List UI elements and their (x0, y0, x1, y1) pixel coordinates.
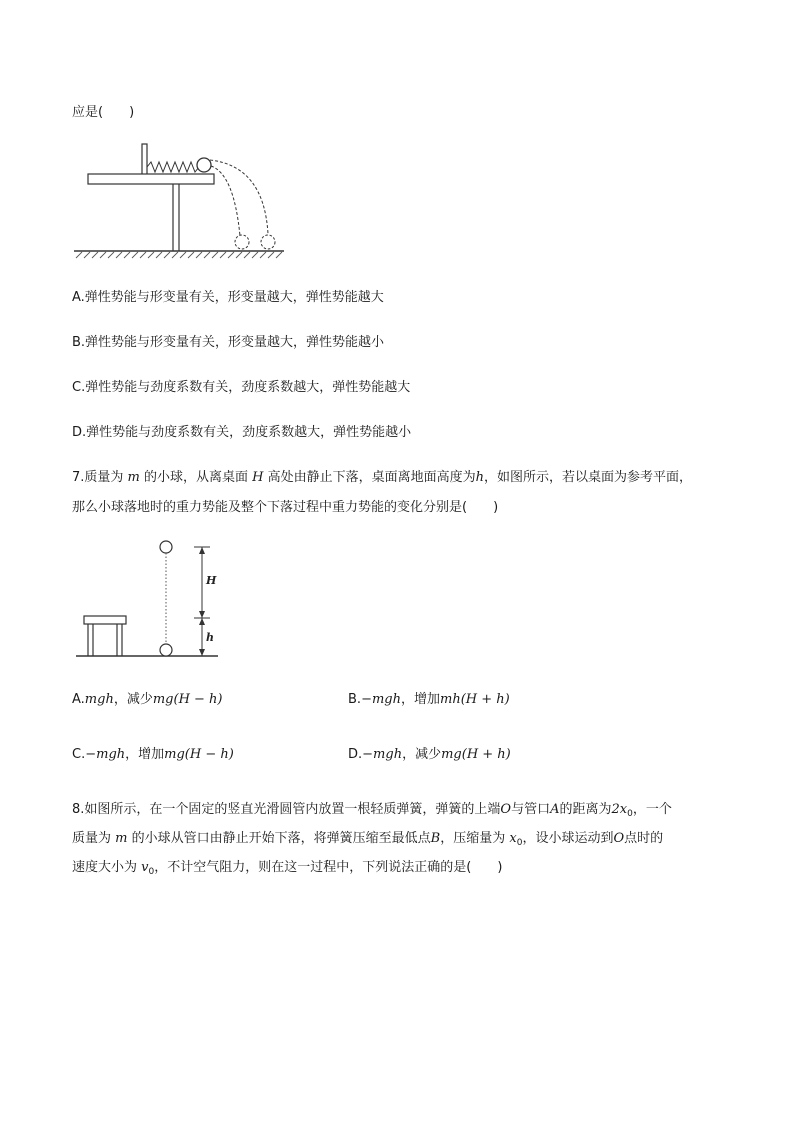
q7-stem-line-1: 7.质量为 m 的小球，从离桌面 H 高处由静止下落，桌面离地面高度为h，如图所示，若以桌面为参考平面， (72, 470, 693, 485)
q6-option-d: D.弹性势能与劲度系数有关，劲度系数越大，弹性势能越小 (72, 425, 412, 440)
q7-stem-line-2: 那么小球落地时的重力势能及整个下落过程中重力势能的变化分别是( ) (72, 500, 499, 515)
var-h: h (475, 470, 485, 485)
q7-option-c: C.−mgh，增加mg(H − h) (72, 747, 234, 762)
q7-option-a: A.mgh，减少mg(H − h) (72, 692, 223, 707)
var-H: H (252, 470, 264, 485)
q6-question-tail: 应是( ) (72, 105, 135, 120)
q8-stem-line-3: 速度大小为 $v_0$，不计空气阻力，则在这一过程中，下列说法正确的是( ) (72, 860, 503, 877)
q6-spring-table-figure (72, 140, 302, 260)
q7-option-d: D.−mgh，减少mg(H + h) (348, 747, 511, 762)
q6-option-a: A.弹性势能与形变量有关，形变量越大，弹性势能越大 (72, 290, 384, 305)
q8-stem-line-2: 质量为 m 的小球从管口由静止开始下落，将弹簧压缩至最低点B，压缩量为 $x_0$，设小球运动到O点时的 (72, 831, 664, 848)
q7-falling-ball-figure (72, 536, 232, 664)
q7-option-b: B.−mgh，增加mh(H + h) (348, 692, 510, 707)
var-m: m (127, 470, 140, 485)
q7-label-H: H (206, 574, 217, 587)
q7-label-h: h (206, 631, 214, 644)
q6-option-c: C.弹性势能与劲度系数有关，劲度系数越大，弹性势能越大 (72, 380, 411, 395)
q6-option-b: B.弹性势能与形变量有关，形变量越大，弹性势能越小 (72, 335, 385, 350)
q8-stem-line-1: 8.如图所示，在一个固定的竖直光滑圆管内放置一根轻质弹簧，弹簧的上端O与管口A的距离为$2x_0$，一个 (72, 802, 672, 819)
